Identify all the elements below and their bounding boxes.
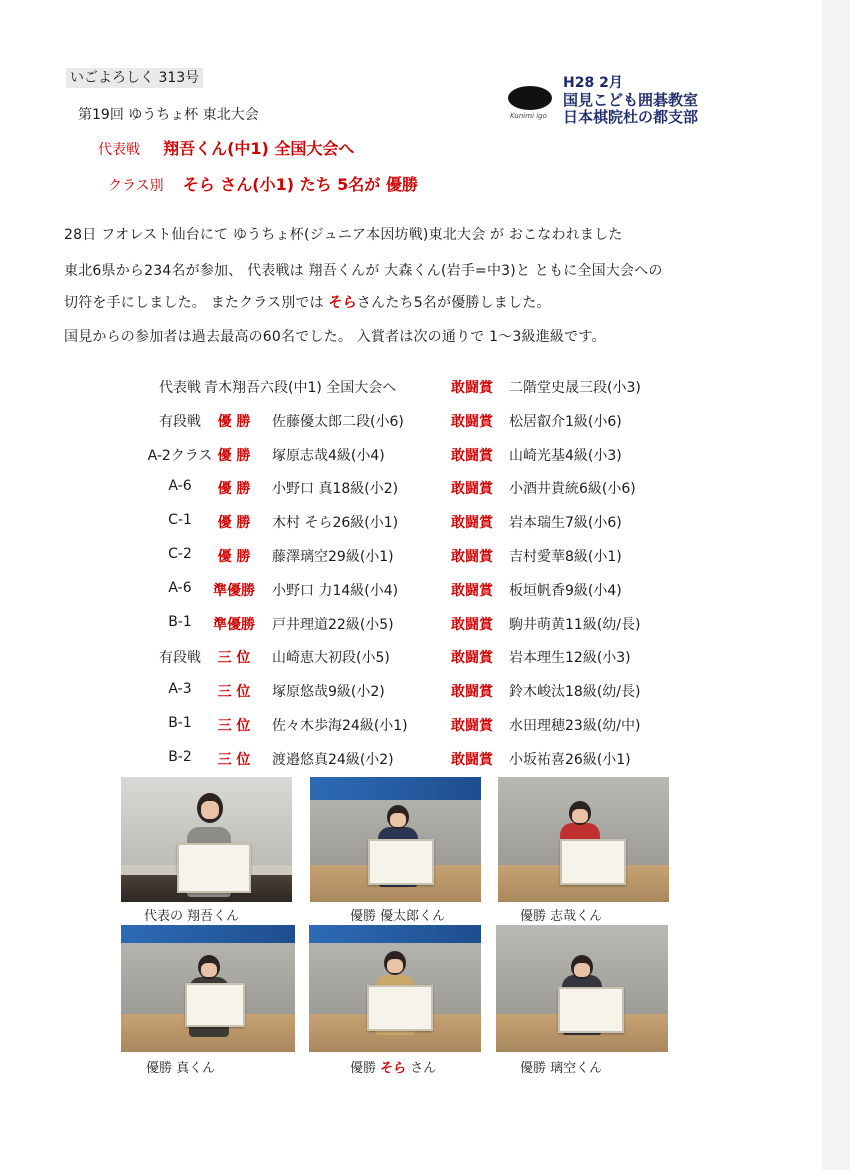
logo-go-stone-icon — [508, 86, 552, 110]
winner-photo — [121, 925, 295, 1052]
issue-date: H28 2月 — [563, 75, 623, 91]
certificate — [368, 839, 434, 885]
org-name-1: 国見こども囲碁教室 — [563, 91, 699, 109]
division: A-3 — [168, 681, 192, 698]
logo-text: Kunimi igo — [510, 112, 547, 120]
body-paragraph-line: 国見からの参加者は過去最高の60名でした。 入賞者は次の通りで 1～3級進級です。 — [64, 329, 606, 345]
body-paragraph-line — [64, 292, 551, 312]
result-row — [120, 677, 680, 711]
result-row — [120, 610, 680, 644]
result-row — [120, 576, 680, 610]
photo-banner — [310, 777, 481, 800]
photo-caption: 優勝 志哉くん — [520, 909, 603, 924]
photo-caption: 優勝 優太郎くん — [350, 909, 446, 924]
award-winner: 岩本理生12級(小3) — [509, 650, 631, 667]
photo-caption: 優勝 真くん — [146, 1061, 216, 1076]
division: 有段戦 — [159, 650, 201, 667]
highlight-text: そら さん(小1) たち 5名が 優勝 — [182, 175, 418, 194]
paper-edge — [822, 0, 850, 1170]
award-label: 敢闘賞 — [451, 582, 493, 599]
winner-name: 佐々木歩海24級(小1) — [272, 717, 408, 734]
result-row — [120, 542, 680, 576]
certificate — [558, 987, 624, 1033]
result-row — [120, 407, 680, 441]
winner-name: 佐藤優太郎二段(小6) — [272, 413, 404, 430]
results-list — [120, 373, 680, 779]
award-label: 敢闘賞 — [451, 616, 493, 633]
highlight-label: クラス別 — [108, 178, 164, 194]
award-label: 敢闘賞 — [451, 717, 493, 734]
division: A-6 — [168, 478, 192, 495]
award-winner: 駒井萌黄11級(幼/長) — [509, 616, 641, 633]
winner-name: 小野口 真18級(小2) — [272, 481, 399, 498]
rank: 優 勝 — [217, 548, 251, 565]
body-paragraph-line: 28日 フオレスト仙台にて ゆうちょ杯(ジュニア本因坊戦)東北大会 が おこなわれました — [64, 227, 623, 243]
result-row — [120, 711, 680, 745]
child-face — [572, 809, 588, 823]
winner-photo — [496, 925, 668, 1052]
division: C-2 — [168, 545, 192, 562]
rank: 三 位 — [217, 751, 251, 768]
result-row — [120, 745, 680, 779]
award-winner: 小坂祐喜26級(小1) — [509, 751, 631, 768]
kunimi-igo-logo — [508, 86, 554, 118]
certificate — [185, 983, 245, 1027]
body-paragraph-line: 東北6県から234名が参加、 代表戦は 翔吾くんが 大森くん(岩手=中3)と ともに全国大会への — [64, 263, 663, 279]
rank: 準優勝 — [213, 582, 255, 599]
rank: 優 勝 — [217, 413, 251, 430]
award-label: 敢闘賞 — [451, 447, 493, 464]
award-label: 敢闘賞 — [451, 684, 493, 701]
photo-banner — [121, 925, 295, 943]
highlight-representative — [98, 136, 354, 159]
org-name-2: 日本棋院杜の都支部 — [563, 108, 699, 126]
rank: 三 位 — [217, 650, 251, 667]
child-face — [390, 813, 406, 827]
rank: 優 勝 — [217, 515, 251, 532]
award-label: 敢闘賞 — [451, 380, 493, 396]
result-row — [120, 441, 680, 475]
award-winner: 水田理穂23級(幼/中) — [509, 717, 641, 734]
child-face — [574, 963, 590, 977]
division: 有段戦 — [159, 413, 201, 430]
winner-name: 戸井理道22級(小5) — [272, 616, 394, 633]
winner-name: 塚原悠哉9級(小2) — [272, 684, 385, 701]
division: A-6 — [168, 579, 192, 596]
newsletter-issue: いごよろしく 313号 — [66, 68, 203, 88]
caption-text: さん — [406, 1061, 437, 1076]
award-winner: 山崎光基4級(小3) — [509, 447, 622, 464]
result-row — [120, 474, 680, 508]
child-face — [387, 959, 403, 973]
highlight-class — [108, 172, 418, 195]
body-text: さんたち5名が優勝しました。 — [356, 295, 551, 311]
result-row — [120, 373, 680, 407]
division: 代表戦 — [159, 380, 201, 396]
winner-name: 渡邉悠真24級(小2) — [272, 751, 394, 768]
child-face — [201, 801, 219, 819]
rank: 優 勝 — [217, 447, 251, 464]
rank: 準優勝 — [213, 616, 255, 633]
body-text: 切符を手にしました。 またクラス別では — [64, 295, 329, 311]
rank: 三 位 — [217, 717, 251, 734]
award-winner: 鈴木峻汰18級(幼/長) — [509, 684, 641, 701]
award-label: 敢闘賞 — [451, 481, 493, 498]
certificate — [367, 985, 433, 1031]
certificate — [560, 839, 626, 885]
rank: 三 位 — [217, 684, 251, 701]
award-label: 敢闘賞 — [451, 650, 493, 667]
photo-caption — [350, 1057, 436, 1076]
award-winner: 小酒井貴統6級(小6) — [509, 481, 636, 498]
award-winner: 二階堂史晟三段(小3) — [509, 380, 641, 396]
highlighted-name: そら — [328, 295, 357, 311]
winner-name: 木村 そら26級(小1) — [272, 515, 399, 532]
winner-photo — [309, 925, 481, 1052]
photo-caption: 代表の 翔吾くん — [144, 909, 240, 924]
winner-name: 山崎恵大初段(小5) — [272, 650, 390, 667]
highlight-label: 代表戦 — [98, 142, 140, 158]
award-winner: 松居叡介1級(小6) — [509, 413, 622, 430]
award-winner: 岩本瑞生7級(小6) — [509, 515, 622, 532]
photo-caption: 優勝 璃空くん — [520, 1061, 603, 1076]
award-label: 敢闘賞 — [451, 548, 493, 565]
caption-highlight: そら — [380, 1061, 407, 1076]
winner-name: 塚原志哉4級(小4) — [272, 447, 385, 464]
division: B-1 — [168, 714, 192, 731]
certificate — [177, 843, 251, 893]
winner-name: 小野口 力14級(小4) — [272, 582, 399, 599]
event-title: 第19回 ゆうちょ杯 東北大会 — [78, 107, 259, 123]
photo-banner — [309, 925, 481, 943]
caption-text: 優勝 — [350, 1061, 381, 1076]
award-winner: 吉村愛華8級(小1) — [509, 548, 622, 565]
winner-photo — [121, 777, 292, 902]
division: B-1 — [168, 613, 192, 630]
award-label: 敢闘賞 — [451, 413, 493, 430]
winner-name: 藤澤璃空29級(小1) — [272, 548, 394, 565]
division: B-2 — [168, 748, 192, 765]
rank: 優 勝 — [217, 481, 251, 498]
highlight-text: 翔吾くん(中1) 全国大会へ — [163, 139, 355, 158]
award-label: 敢闘賞 — [451, 515, 493, 532]
result-row — [120, 643, 680, 677]
winner-photo — [310, 777, 481, 902]
result-row — [120, 508, 680, 542]
award-label: 敢闘賞 — [451, 751, 493, 768]
division: C-1 — [168, 512, 192, 529]
winner-name: 青木翔吾六段(中1) 全国大会へ — [204, 380, 397, 396]
child-face — [201, 963, 217, 977]
winner-photo — [498, 777, 669, 902]
division: A-2クラス — [147, 447, 213, 464]
award-winner: 板垣帆香9級(小4) — [509, 582, 622, 599]
